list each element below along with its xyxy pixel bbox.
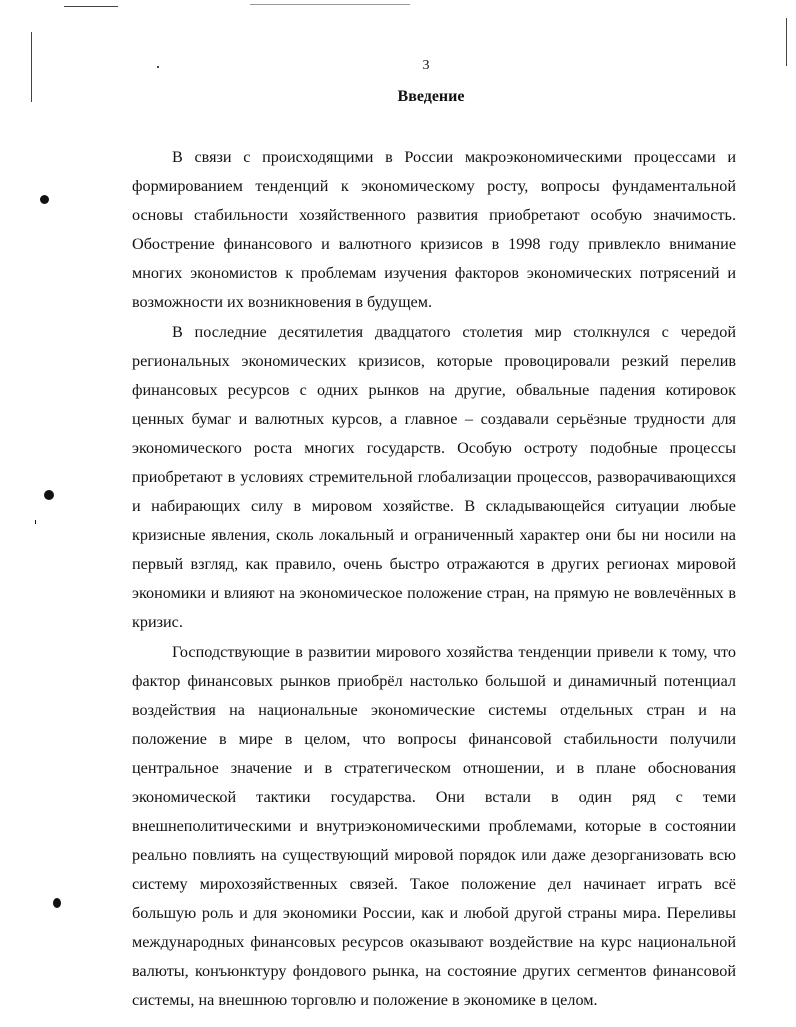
page-number: 3 [422,58,430,73]
scan-speck [53,898,61,908]
document-body [132,143,736,1016]
paragraph: Господствующие в развитии мирового хозяйства тенденции привели к тому, что фактор финансовых рынков приобрёл настолько большой и динамичный потенциал воздействия на национальные экономические системы отдельных стран и на положение в мире в целом, что вопросы финансовой стабильности получили центральное значение и в стратегическом отношении, и в плане обоснования экономической тактики государства. Они встали в один ряд с теми внешнеполитическими и внутриэкономическими проблемами, которые в состоянии реально повлиять на существующий мировой порядок или даже дезорганизовать всю систему мирохозяйственных связей. Такое положение дел начинает играть всё большую роль и для экономики России, как и любой другой страны мира. Переливы международных финансовых ресурсов оказывают воздействие на курс национальной валюты, конъюнктуру фондового рынка, на состояние других сегментов финансовой системы, на внешнюю торговлю и положение в экономике в целом. [132,643,736,1009]
scan-artifact-top-line [64,6,118,7]
scan-speck [40,195,49,204]
page-title: Введение [397,88,465,105]
paragraph: В последние десятилетия двадцатого столетия мир столкнулся с чередой региональных экономических кризисов, которые провоцировали резкий перелив финансовых ресурсов с одних рынков на другие, обвальные падения котировок ценных бумаг и валютных курсов, а главное – создавали серьёзные трудности для экономического роста многих государств. Особую остроту подобные процессы приобретают в условиях стремительной глобализации процессов, разворачивающихся и набирающих силу в мировом хозяйстве. В складывающейся ситуации любые кризисные явления, сколь локальный и ограниченный характер они бы ни носили на первый взгляд, как правило, очень быстро отражаются в других регионах мировой экономики и влияют на экономическое положение стран, на прямую не вовлечённых в кризис. [132,323,736,631]
scan-speck [35,520,36,524]
scan-speck [44,490,54,500]
paragraph: В связи с происходящими в России макроэкономическими процессами и формированием тенденций к экономическому росту, вопросы фундаментальной основы стабильности хозяйственного развития приобретают особую значимость. Обострение финансового и валютного кризисов в 1998 году привлекло внимание многих экономистов к проблемам изучения факторов экономических потрясений и возможности их возникновения в будущем. [132,148,736,311]
scan-artifact-top-line [250,4,410,5]
